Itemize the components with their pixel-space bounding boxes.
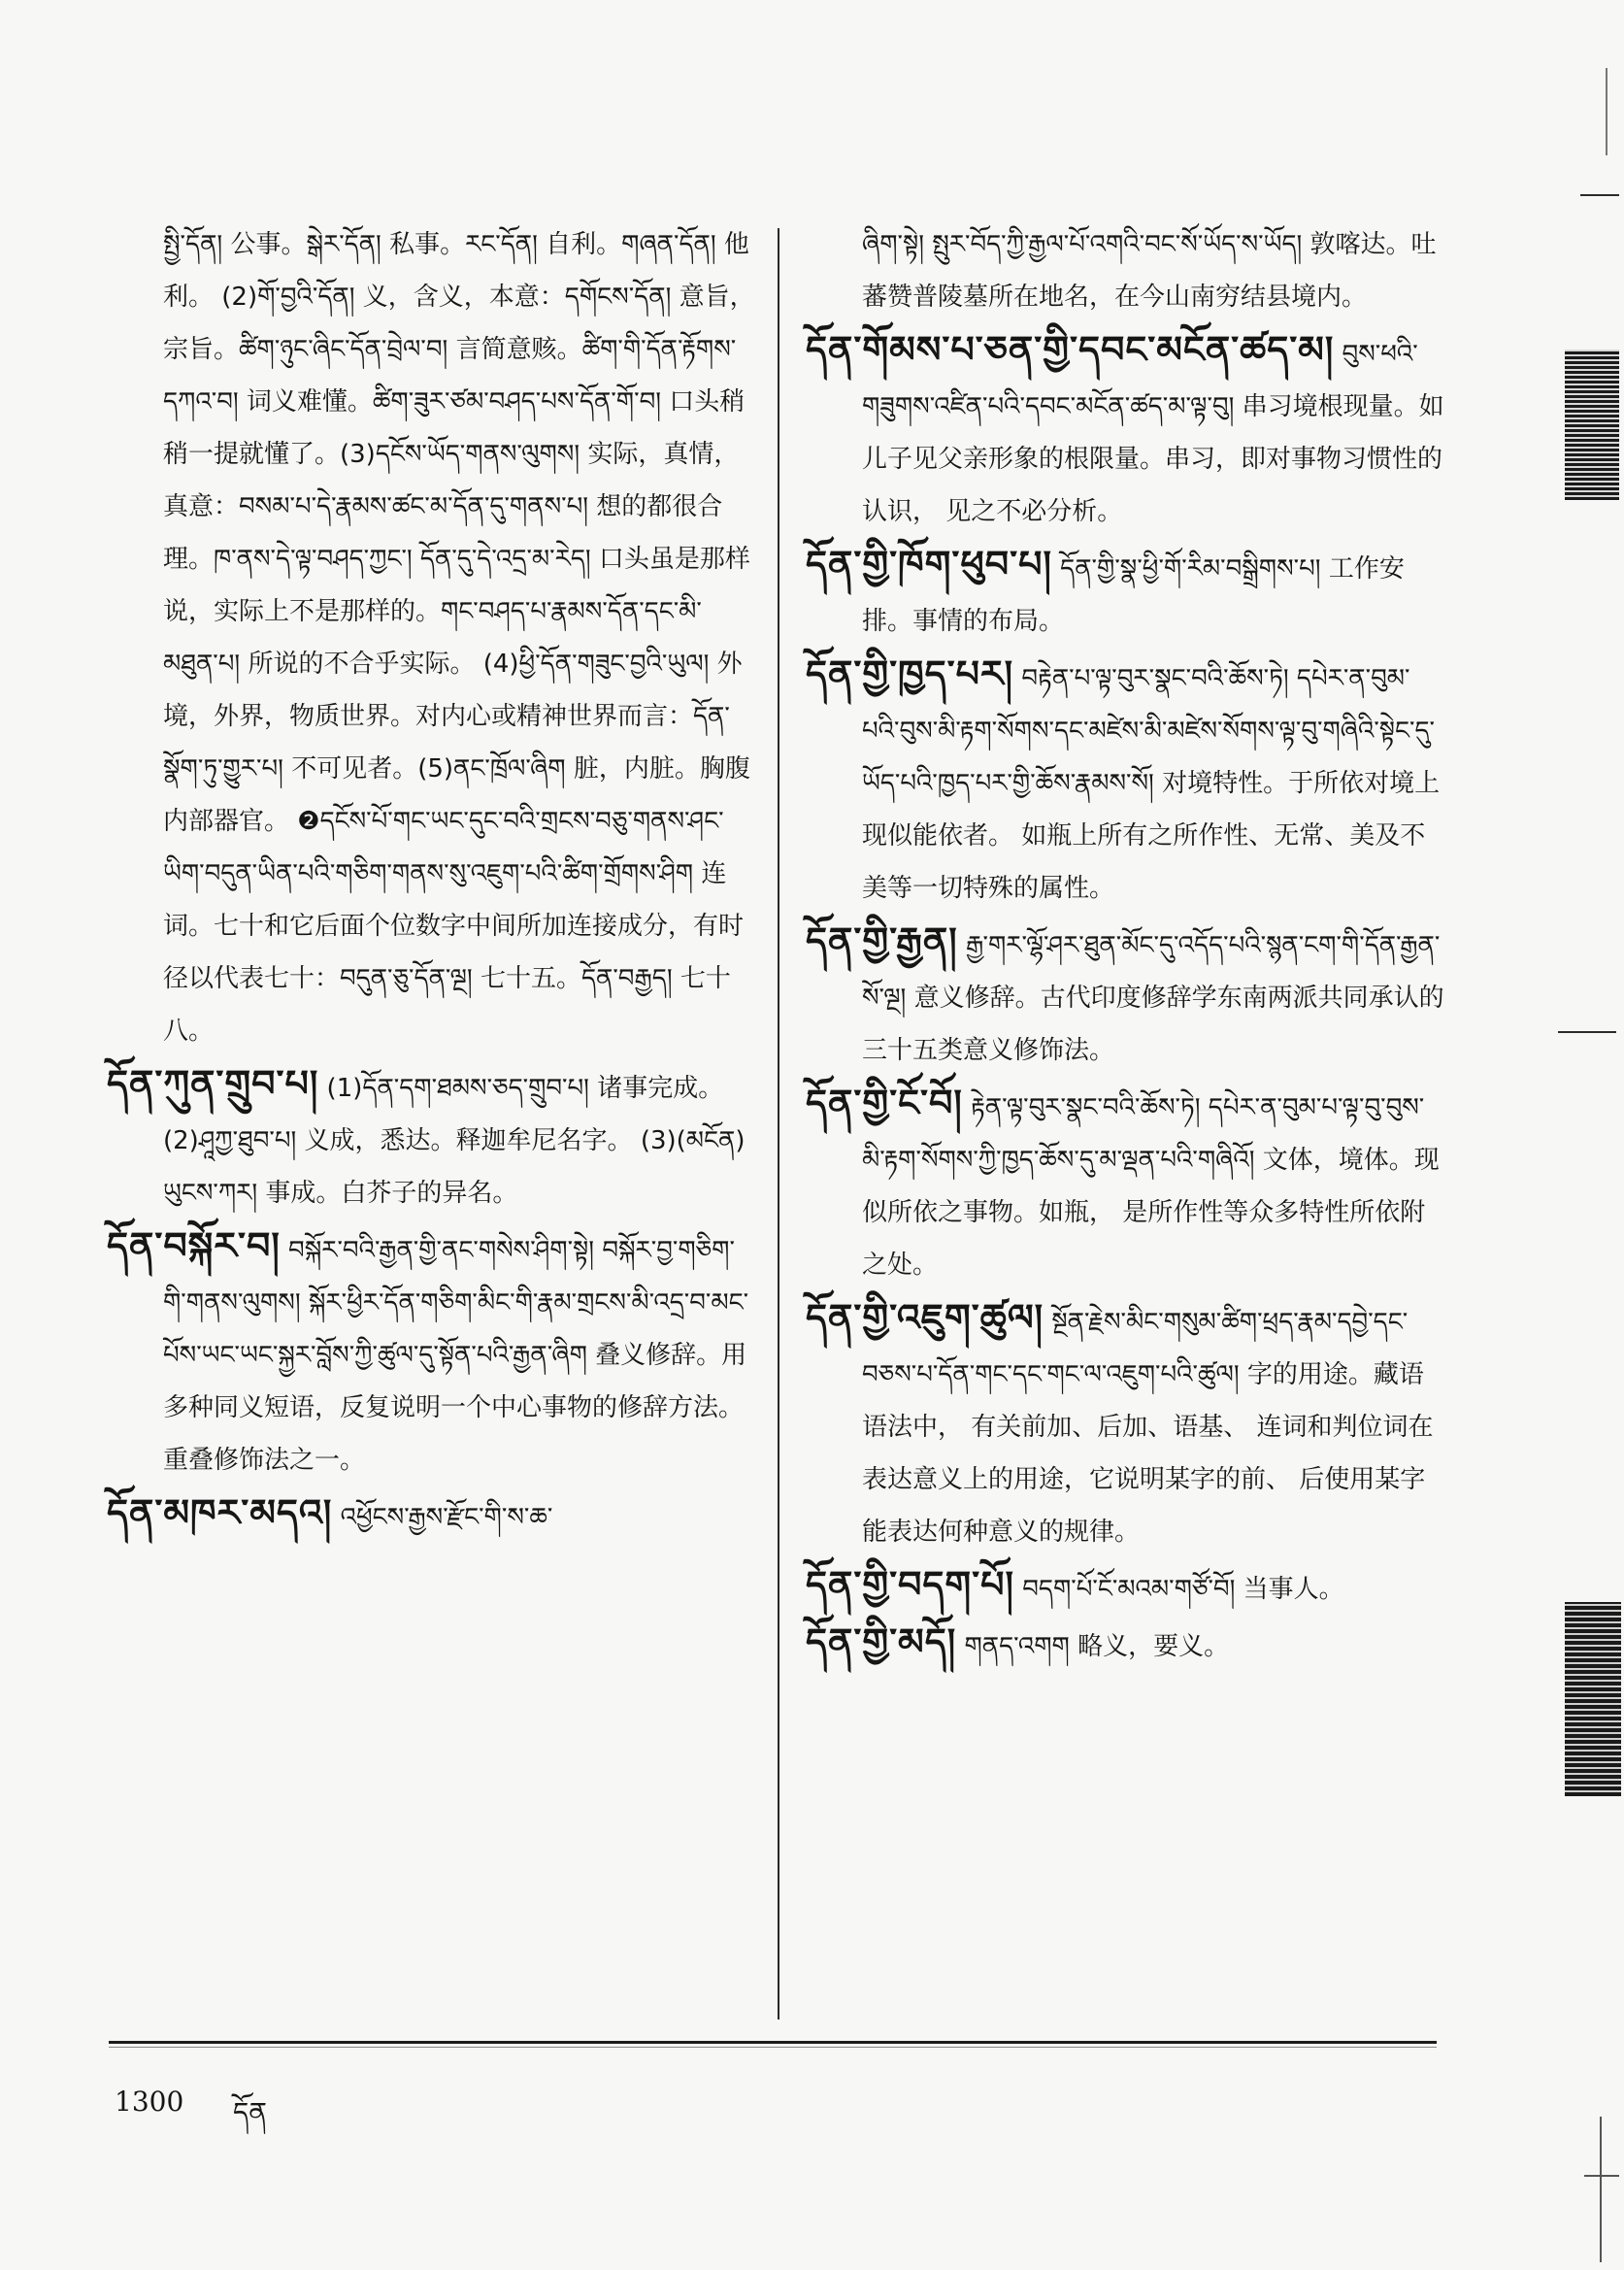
dictionary-entry: [806, 1616, 1446, 1673]
entry-continuation: [806, 218, 1446, 323]
headword: དོན་བསྐོར་བ།: [107, 1223, 281, 1267]
entry-definition: རྟེན་ལྟ་བུར་སྣང་བའི་ཆོས་ཏེ། དཔེར་ན་བུམ་པ་ལྟ་བུ་བུས་མི་རྟག་སོགས་ཀྱི་ཁྱད་ཆོས་དུ་མ་ལྡན་པའི་གཞིའོ། 文体，境体。现似所依之事物。如瓶， 是所作性等众多特性所依附之处。: [862, 1093, 1440, 1280]
entry-definition: འཕྱོངས་རྒྱས་རྫོང་གི་ས་ཆ་: [332, 1503, 553, 1532]
entry-text: སྤྱི་དོན། 公事。སྒེར་དོན། 私事。རང་དོན། 自利。གཞན་དོན། 他利。 (2)གོ་བྱའི་དོན། 义，含义，本意：དགོངས་དོན། 意旨，宗旨。ཚིག་ཉུང་ཞིང་དོན་བྲེལ་བ། 言简意赅。ཚིག་གི་དོན་རྟོགས་དཀའ་བ། 词义难懂。ཚིག་ཟུར་ཙམ་བཤད་པས་དོན་གོ་བ། 口头稍稍一提就懂了。(3)དངོས་ཡོད་གནས་ལུགས། 实际，真情，真意：བསམ་པ་དེ་རྣམས་ཚང་མ་དོན་དུ་གནས་པ། 想的都很合理。ཁ་ནས་དེ་ལྟ་བཤད་ཀྱང་། དོན་དུ་དེ་འདྲ་མ་རེད། 口头虽是那样说，实际上不是那样的。གང་བཤད་པ་རྣམས་དོན་དང་མི་མཐུན་པ། 所说的不合乎实际。 (4)ཕྱི་དོན་གཟུང་བྱའི་ཡུལ། 外境，外界，物质世界。对内心或精神世界而言：དོན་སྣོག་ཏུ་གྱུར་པ། 不可见者。(5)ནང་ཁྲོལ་ཞིག 脏，内脏。胸腹内部器官。 ❷དངོས་པོ་གང་ཡང་དུང་བའི་གྲངས་བཅུ་གནས་ཤང་ཡིག་བདུན་ཡིན་པའི་གཅིག་གནས་སུ་འཇུག་པའི་ཚིག་གྲོགས་ཤིག 连词。七十和它后面个位数字中间所加连接成分，有时径以代表七十：བདུན་ཅུ་དོན་ལྔ། 七十五。དོན་བརྒྱད། 七十八。: [163, 230, 755, 1046]
entry-definition: རྒྱ་གར་ལྷོ་ཤར་ཐུན་མོང་དུ་འདོད་པའི་སྙན་ངག་གི་དོན་རྒྱན་སོ་ལྔ། 意义修辞。古代印度修辞学东南两派共同承认的三十五类意义修饰法。: [862, 931, 1444, 1065]
headword: དོན་གྱི་ཁྱད་པར།: [806, 651, 1014, 695]
headword: དོན་མཁར་མདའ།: [107, 1490, 333, 1534]
headword: དོན་གྱི་བདག་པོ།: [806, 1562, 1014, 1606]
scan-margin-tick: [1584, 2175, 1619, 2177]
dictionary-entry: [806, 648, 1446, 915]
running-head: དོན: [233, 2096, 267, 2128]
entry-definition: (1)དོན་དག་ཐམས་ཅད་གྲུབ་པ། 诸事完成。(2)ཤཱཀྱ་ཐུབ་པ། 义成，悉达。释迦牟尼名字。 (3)(མངོན) ཡུངས་ཀར། 事成。白芥子的异名。: [163, 1074, 746, 1208]
headword: དོན་གྱི་འཇུག་ཚུལ།: [806, 1295, 1044, 1339]
dictionary-entry: [806, 323, 1446, 538]
dictionary-entry: [806, 1558, 1446, 1616]
footer-rule-thin: [109, 2047, 1437, 2048]
page-number: 1300: [115, 2086, 184, 2118]
headword: དོན་གྱི་ཁོག་ཕུབ་པ།: [806, 542, 1052, 585]
dictionary-entry: [806, 1077, 1446, 1291]
entry-definition: བསྐོར་བའི་རྒྱན་གྱི་ནང་གསེས་ཤིག་སྟེ། བསྐོར་བྱ་གཅིག་གི་གནས་ལུགས། སྐོར་ཕྱིར་དོན་གཅིག་མིང་གི་རྣམ་གྲངས་མི་འདྲ་བ་མང་པོས་ཡང་ཡང་སྐྱར་བློས་ཀྱི་ཚུལ་དུ་སྟོན་པའི་རྒྱན་ཞིག 叠义修辞。用多种同义短语，反复说明一个中心事物的修辞方法。重叠修饰法之一。: [163, 1236, 749, 1475]
column-divider: [778, 228, 779, 2020]
scan-margin-mark: [1565, 1602, 1621, 1796]
dictionary-entry: [107, 1486, 755, 1544]
entry-definition: བརྟེན་པ་ལྟ་བུར་སྣང་བའི་ཆོས་ཏེ། དཔེར་ན་བུམ་པའི་བུས་མི་རྟག་སོགས་དང་མཛེས་མི་མཛེས་སོགས་ལྟ་བུ་གཞིའི་སྟེང་དུ་ཡོད་པའི་ཁྱད་པར་གྱི་ཆོས་རྣམས་སོ། 对境特性。于所依对境上现似能依者。 如瓶上所有之所作性、无常、美及不美等一切特殊的属性。: [862, 664, 1441, 903]
dictionary-entry: [806, 538, 1446, 648]
scan-margin-line: [1606, 68, 1607, 155]
dictionary-entry: [806, 915, 1446, 1077]
entry-definition: བདག་པོ་ངོ་མའམ་གཙོ་བོ། 当事人。: [1013, 1575, 1344, 1604]
scan-margin-tick: [1580, 194, 1619, 196]
headword: དོན་གྱི་ངོ་བོ།: [806, 1081, 963, 1124]
entry-definition: བུས་ཕའི་གཟུགས་འཛིན་པའི་དབང་མངོན་ཚད་མ་ལྟ་བུ། 串习境根现量。如儿子见父亲形象的根限量。串习，即对事物习惯性的认识， 见之不必分析。: [862, 340, 1444, 526]
entry-definition: གནད་འགག 略义，要义。: [956, 1632, 1230, 1661]
scan-margin-tick: [1558, 1031, 1616, 1033]
headword: དོན་ཀུན་གྲུབ་པ།: [107, 1061, 319, 1105]
scan-margin-line: [1600, 2117, 1602, 2262]
headword: དོན་གྱི་མདོ།: [806, 1619, 957, 1663]
dictionary-entry: [107, 1057, 755, 1219]
scan-margin-mark: [1565, 350, 1619, 500]
footer-rule: [109, 2041, 1437, 2044]
headword: དོན་གྱི་རྒྱན།: [806, 918, 958, 962]
entry-text: ཞིག་སྟེ། སྤུར་བོད་ཀྱི་རྒྱལ་པོ་འགའི་བང་སོ་ཡོད་ས་ཡོད། 敦喀达。吐蕃赞普陵墓所在地名，在今山南穷结县境内。: [862, 230, 1437, 312]
headword: དོན་གོམས་པ་ཅན་གྱི་དབང་མངོན་ཚད་མ།: [806, 327, 1335, 371]
entry-continuation: [107, 218, 755, 1057]
dictionary-entry: [806, 1291, 1446, 1558]
entry-definition: དོན་གྱི་སྣ་ཕྱི་གོ་རིམ་བསྒྲིགས་པ། 工作安排。事情的布局。: [862, 554, 1405, 636]
left-column: [107, 218, 755, 1544]
dictionary-entry: [107, 1219, 755, 1486]
entry-definition: སྔོན་རྗེས་མིང་གསུམ་ཚིག་ཕྲད་རྣམ་དབྱེ་དང་བཅས་པ་དོན་གང་དང་གང་ལ་འཇུག་པའི་ཚུལ། 字的用途。藏语语法中， 有关前加、后加、语基、 连词和判位词在表达意义上的用途，它说明某字的前、 后使用某字能表达何种意义的规律。: [862, 1308, 1434, 1547]
right-column: [806, 218, 1446, 1673]
